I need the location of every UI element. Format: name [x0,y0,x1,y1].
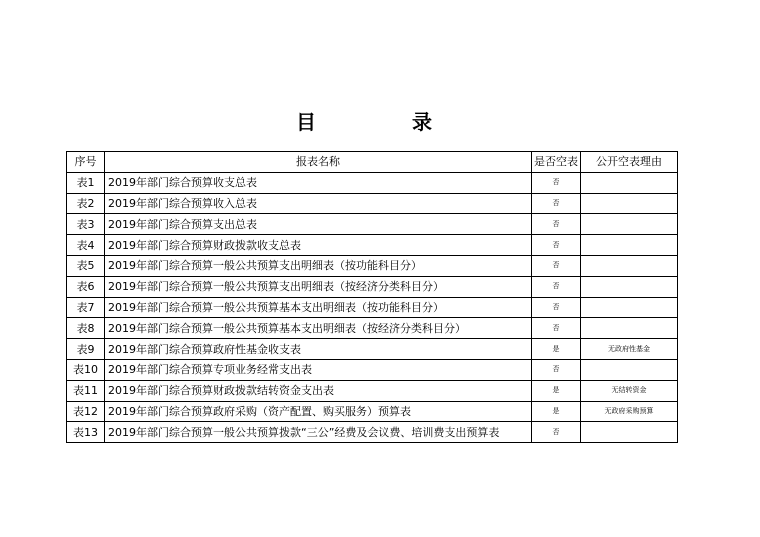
row-name: 2019年部门综合预算财政拨款收支总表 [105,235,532,256]
table-row [67,339,678,360]
row-number: 表4 [67,235,105,256]
row-is-empty: 否 [532,359,581,380]
table-row [67,297,678,318]
row-number: 表8 [67,318,105,339]
row-is-empty: 否 [532,193,581,214]
row-reason [581,422,678,443]
table-row [67,401,678,422]
title-part-2: 录 [412,110,432,134]
row-is-empty: 否 [532,255,581,276]
row-reason [581,276,678,297]
row-reason [581,255,678,276]
table-row [67,193,678,214]
row-name: 2019年部门综合预算支出总表 [105,214,532,235]
row-name: 2019年部门综合预算政府采购（资产配置、购买服务）预算表 [105,401,532,422]
row-is-empty: 是 [532,380,581,401]
title-part-1: 目 [296,110,316,134]
row-name: 2019年部门综合预算专项业务经常支出表 [105,359,532,380]
header-name: 报表名称 [105,152,532,173]
table-row [67,214,678,235]
row-name: 2019年部门综合预算一般公共预算拨款“三公”经费及会议费、培训费支出预算表 [105,422,532,443]
table-row [67,422,678,443]
row-reason [581,193,678,214]
row-reason [581,318,678,339]
row-name: 2019年部门综合预算政府性基金收支表 [105,339,532,360]
row-is-empty: 否 [532,214,581,235]
row-number: 表13 [67,422,105,443]
row-reason: 无政府采购预算 [581,401,678,422]
table-header-row [67,152,678,173]
header-number: 序号 [67,152,105,173]
contents-table [66,151,678,443]
row-reason [581,359,678,380]
table-row [67,380,678,401]
row-reason: 无政府性基金 [581,339,678,360]
page-title [0,106,760,136]
row-number: 表6 [67,276,105,297]
row-is-empty: 是 [532,339,581,360]
row-name: 2019年部门综合预算一般公共预算基本支出明细表（按功能科目分） [105,297,532,318]
row-number: 表7 [67,297,105,318]
row-name: 2019年部门综合预算收支总表 [105,172,532,193]
table-row [67,276,678,297]
header-reason: 公开空表理由 [581,152,678,173]
row-reason [581,235,678,256]
row-number: 表3 [67,214,105,235]
table-row [67,235,678,256]
row-number: 表5 [67,255,105,276]
row-is-empty: 否 [532,276,581,297]
row-is-empty: 是 [532,401,581,422]
row-is-empty: 否 [532,297,581,318]
row-reason [581,172,678,193]
row-name: 2019年部门综合预算财政拨款结转资金支出表 [105,380,532,401]
row-name: 2019年部门综合预算收入总表 [105,193,532,214]
table-row [67,359,678,380]
row-number: 表9 [67,339,105,360]
row-is-empty: 否 [532,172,581,193]
row-number: 表11 [67,380,105,401]
header-is-empty: 是否空表 [532,152,581,173]
row-name: 2019年部门综合预算一般公共预算支出明细表（按经济分类科目分） [105,276,532,297]
row-number: 表10 [67,359,105,380]
row-number: 表1 [67,172,105,193]
row-number: 表2 [67,193,105,214]
row-is-empty: 否 [532,422,581,443]
table-row [67,318,678,339]
row-reason: 无结转资金 [581,380,678,401]
row-name: 2019年部门综合预算一般公共预算支出明细表（按功能科目分） [105,255,532,276]
row-name: 2019年部门综合预算一般公共预算基本支出明细表（按经济分类科目分） [105,318,532,339]
row-reason [581,214,678,235]
row-is-empty: 否 [532,235,581,256]
row-is-empty: 否 [532,318,581,339]
row-number: 表12 [67,401,105,422]
row-reason [581,297,678,318]
table-row [67,255,678,276]
table-row [67,172,678,193]
